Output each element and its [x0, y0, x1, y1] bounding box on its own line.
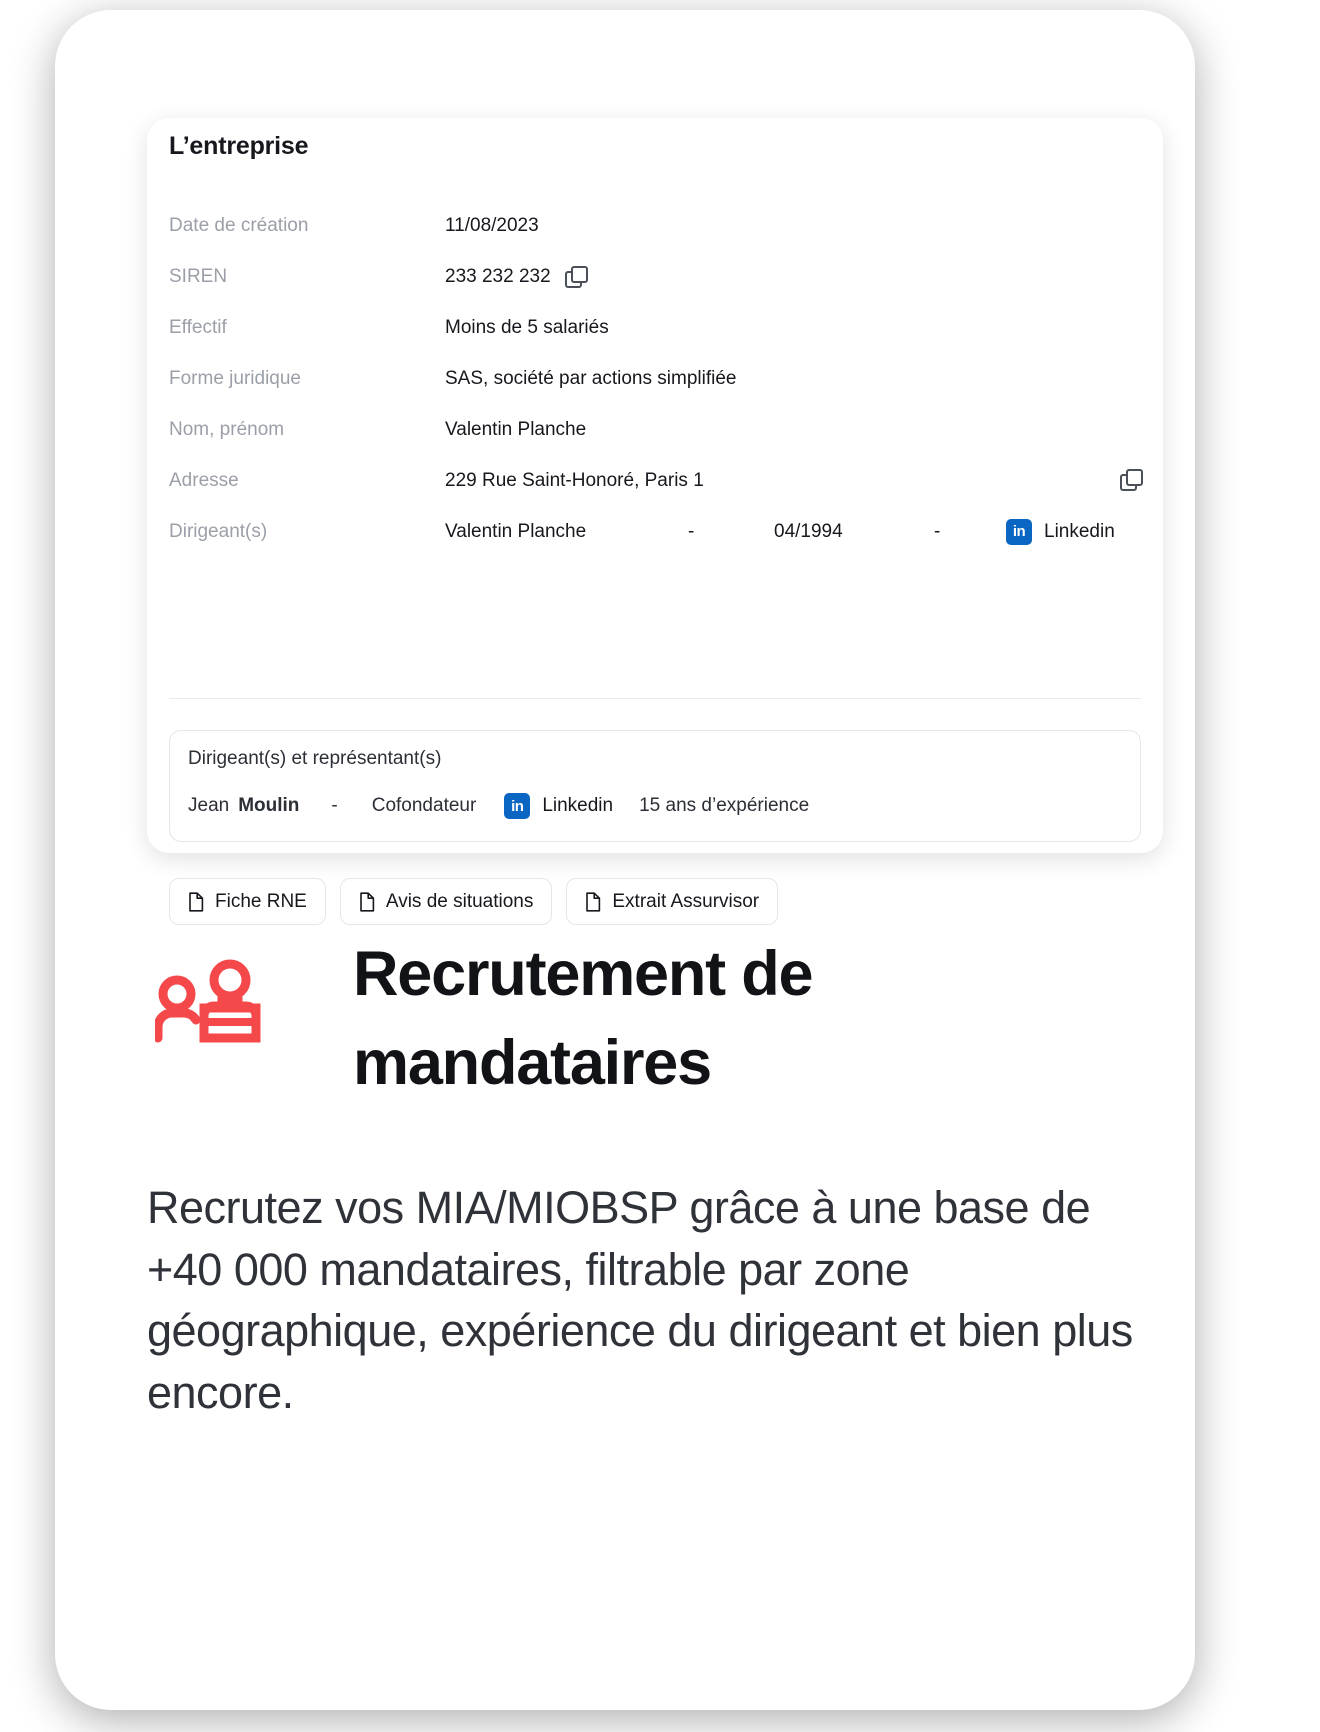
button-label: Extrait Assurvisor: [612, 890, 760, 912]
detail-value-text: SAS, société par actions simplifiée: [445, 367, 737, 389]
document-icon: [585, 892, 601, 912]
detail-value: [445, 470, 704, 492]
document-button-row: [169, 878, 778, 925]
representatives-title: Dirigeant(s) et représentant(s): [188, 748, 442, 769]
detail-label: Dirigeant(s): [169, 520, 268, 542]
extrait-assurvisor-button[interactable]: [566, 878, 778, 925]
detail-row-effectif: [169, 302, 1141, 353]
detail-value: [445, 368, 736, 390]
linkedin-icon[interactable]: in: [504, 793, 530, 819]
detail-row-adresse: [169, 455, 1141, 506]
linkedin-icon[interactable]: in: [1006, 519, 1032, 545]
fiche-rne-button[interactable]: [169, 878, 326, 925]
representative-experience: 15 ans d’expérience: [639, 795, 810, 816]
detail-value-text: 229 Rue Saint-Honoré, Paris 1: [445, 469, 704, 491]
feature-header: [147, 930, 1167, 1109]
detail-row-siren: [169, 251, 1141, 302]
detail-label: Date de création: [169, 214, 309, 236]
detail-label: Effectif: [169, 316, 227, 338]
detail-row-forme-juridique: [169, 353, 1141, 404]
linkedin-link[interactable]: Linkedin: [1044, 520, 1115, 542]
detail-label: SIREN: [169, 265, 228, 287]
detail-label: Forme juridique: [169, 367, 301, 389]
document-icon: [188, 892, 204, 912]
detail-row-creation-date: [169, 200, 1141, 251]
avis-de-situations-button[interactable]: [340, 878, 553, 925]
feature-title: Recrutement de mandataires: [353, 939, 813, 1099]
detail-value-text: Moins de 5 salariés: [445, 316, 609, 338]
dirigeant-birthdate: 04/1994: [774, 520, 843, 542]
representative-row: [188, 793, 809, 819]
representative-last-name: Moulin: [238, 795, 300, 816]
recruitment-people-icon: [155, 958, 271, 1088]
representative-first-name: Jean: [188, 795, 230, 816]
company-details-list: [169, 200, 1141, 557]
divider: [169, 698, 1141, 699]
page-title: L’entreprise: [169, 132, 309, 160]
document-icon: [359, 892, 375, 912]
dirigeant-separator: -: [688, 520, 695, 542]
detail-value-text: Valentin Planche: [445, 418, 587, 440]
company-card: [147, 118, 1163, 912]
button-label: Fiche RNE: [215, 890, 307, 912]
representative-role: Cofondateur: [371, 795, 477, 816]
detail-value-text: 233 232 232: [445, 265, 551, 287]
detail-row-nom-prenom: [169, 404, 1141, 455]
linkedin-link[interactable]: Linkedin: [542, 795, 614, 816]
feature-section: [147, 930, 1167, 1423]
feature-description: Recrutez vos MIA/MIOBSP grâce à une base de +40 000 mandataires, filtrable par zone géographique, expérience du dirigeant et bien plus encore.: [147, 1181, 1133, 1418]
copy-icon[interactable]: [565, 266, 586, 287]
detail-value: [445, 419, 586, 441]
dirigeant-name: Valentin Planche: [445, 520, 587, 542]
detail-label: Adresse: [169, 469, 239, 491]
detail-row-dirigeants: [169, 506, 1141, 557]
detail-value-text: 11/08/2023: [445, 214, 539, 236]
detail-value: [445, 317, 609, 339]
copy-icon[interactable]: [1120, 469, 1141, 490]
button-label: Avis de situations: [385, 890, 534, 912]
representative-separator: -: [331, 795, 338, 816]
representatives-box: [169, 730, 1141, 842]
detail-value: [445, 215, 539, 237]
detail-value: [445, 519, 1115, 545]
dirigeant-separator-2: -: [934, 520, 941, 542]
device-panel: [55, 10, 1195, 1710]
detail-value: [445, 266, 586, 288]
detail-label: Nom, prénom: [169, 418, 285, 440]
